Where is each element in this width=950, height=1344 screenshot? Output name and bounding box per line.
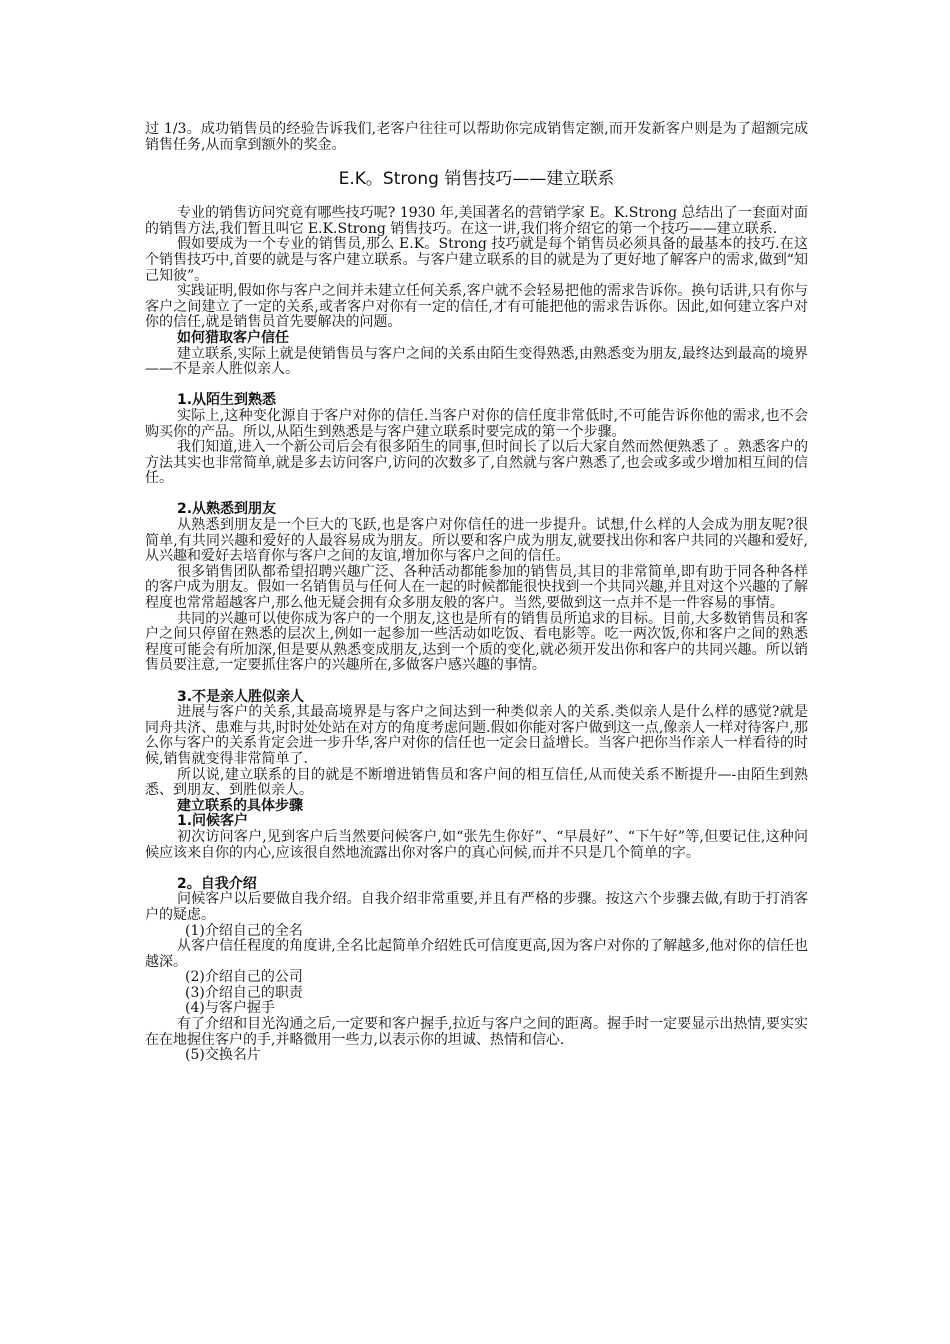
paragraph: 建立联系,实际上就是使销售员与客户之间的关系由陌生变得熟悉,由熟悉变为朋友,最终达到最高的境界——不是亲人胜似亲人。 — [145, 345, 808, 378]
list-item: (1)介绍自己的全名 — [185, 922, 303, 939]
list-item: (3)介绍自己的职责 — [185, 984, 303, 1001]
paragraph: 实践证明,假如你与客户之间并未建立任何关系,客户就不会轻易把他的需求告诉你。换句话讲,只有你与客户之间建立了一定的关系,或者客户对你有一定的信任,才有可能把他的需求告诉你。因此,如何建立客户对你的信任,就是销售员首先要解决的问题。 — [145, 283, 808, 331]
heading-greet-customer: 1.问候客户 — [177, 813, 249, 830]
list-item: (2)介绍自己的公司 — [185, 969, 303, 986]
paragraph: 假如要成为一个专业的销售员,那么 E.K。Strong 技巧就是每个销售员必须具备的最基本的技巧.在这个销售技巧中,首要的就是与客户建立联系。与客户建立联系的目的就是为了更好地了解客户的需求,做到“知己知彼”。 — [145, 236, 808, 284]
paragraph: 初次访问客户,见到客户后当然要问候客户,如“张先生你好”、“早晨好”、“下午好”等,但要记住,这种问候应该来自你的内心,应该很自然地流露出你对客户的真心问候,而并不只是几个简单的字。 — [145, 828, 808, 861]
paragraph: 进展与客户的关系,其最高境界是与客户之间达到一种类似亲人的关系.类似亲人是什么样的感觉?就是同舟共济、患难与共,时时处处站在对方的角度考虑问题.假如你能对客户做到这一点,像亲人一样对待客户,那么你与客户的关系肯定会进一步升华,客户对你的信任也一定会日益增长。当客户把你当作亲人一样看待的时候,销售就变得非常简单了. — [145, 704, 808, 767]
paragraph: 我们知道,进入一个新公司后会有很多陌生的同事,但时间长了以后大家自然而然便熟悉了 。熟悉客户的方法其实也非常简单,就是多去访问客户,访问的次数多了,自然就与客户熟悉了,也会或多或少增加相互间的信任。 — [145, 439, 808, 487]
heading-familiar-to-friend: 2.从熟悉到朋友 — [177, 501, 277, 518]
heading-like-family: 3.不是亲人胜似亲人 — [177, 688, 305, 705]
paragraph: 从熟悉到朋友是一个巨大的飞跃,也是客户对你信任的进一步提升。试想,什么样的人会成为朋友呢?很简单,有共同兴趣和爱好的人最容易成为朋友。所以要和客户成为朋友,就要找出你和客户共同的兴趣和爱好,从兴趣和爱好去培育你与客户之间的友谊,增加你与客户之间的信任。 — [145, 517, 808, 565]
paragraph: 所以说,建立联系的目的就是不断增进销售员和客户间的相互信任,从而使关系不断提升—-由陌生到熟悉、到朋友、到胜似亲人。 — [145, 766, 808, 799]
heading-self-introduction: 2。自我介绍 — [177, 875, 257, 892]
paragraph: 专业的销售访问究竟有哪些技巧呢? 1930 年,美国著名的营销学家 E。K.Strong 总结出了一套面对面的销售方法,我们暂且叫它 E.K.Strong 销售技巧。在这一讲,我们将介绍它的第一个技巧——建立联系. — [145, 205, 808, 237]
heading-trust: 如何猎取客户信任 — [177, 329, 289, 346]
paragraph: 共同的兴趣可以使你成为客户的一个朋友,这也是所有的销售员所追求的目标。目前,大多数销售员和客户之间只停留在熟悉的层次上,例如一起参加一些活动如吃饭、看电影等。吃一两次饭,你和客户之间的熟悉程度可能会有所加深,但是要从熟悉变成朋友,达到一个质的变化,就必须开发出你和客户的共同兴趣。所以销售员要注意,一定要抓住客户的兴趣所在,多做客户感兴趣的事情。 — [145, 610, 808, 674]
paragraph: 问候客户以后要做自我介绍。自我介绍非常重要,并且有严格的步骤。按这六个步骤去做,有助于打消客户的疑虑。 — [145, 891, 808, 923]
section-title: E.K。Strong 销售技巧——建立联系 — [338, 169, 615, 190]
paragraph: 实际上,这种变化源自于客户对你的信任.当客户对你的信任度非常低时,不可能告诉你他的需求,也不会购买你的产品。所以,从陌生到熟悉是与客户建立联系时要完成的第一个步骤。 — [145, 407, 808, 440]
document-page — [145, 122, 808, 1064]
list-item: (4)与客户握手 — [185, 1000, 275, 1017]
paragraph: 从客户信任程度的角度讲,全名比起简单介绍姓氏可信度更高,因为客户对你的了解越多,他对你的信任也越深。 — [145, 938, 808, 970]
heading-stranger-to-familiar: 1.从陌生到熟悉 — [177, 392, 277, 409]
heading-steps: 建立联系的具体步骤 — [177, 797, 303, 814]
intro-paragraph: 过 1/3。成功销售员的经验告诉我们,老客户往往可以帮助你完成销售定额,而开发新客户则是为了超额完成销售任务,从而拿到额外的奖金。 — [145, 121, 808, 153]
paragraph: 有了介绍和目光沟通之后,一定要和客户握手,拉近与客户之间的距离。握手时一定要显示出热情,要实实在在地握住客户的手,并略微用一些力,以表示你的坦诚、热情和信心. — [145, 1016, 808, 1048]
list-item: (5)交换名片 — [185, 1047, 261, 1064]
paragraph: 很多销售团队都希望招聘兴趣广泛、各种活动都能参加的销售员,其目的非常简单,即有助于同各种各样的客户成为朋友。假如一名销售员与任何人在一起的时候都能很快找到一个共同兴趣,并且对这个兴趣的了解程度也常常超越客户,那么他无疑会拥有众多朋友般的客户。当然,要做到这一点并不是一件容易的事情。 — [145, 563, 808, 612]
